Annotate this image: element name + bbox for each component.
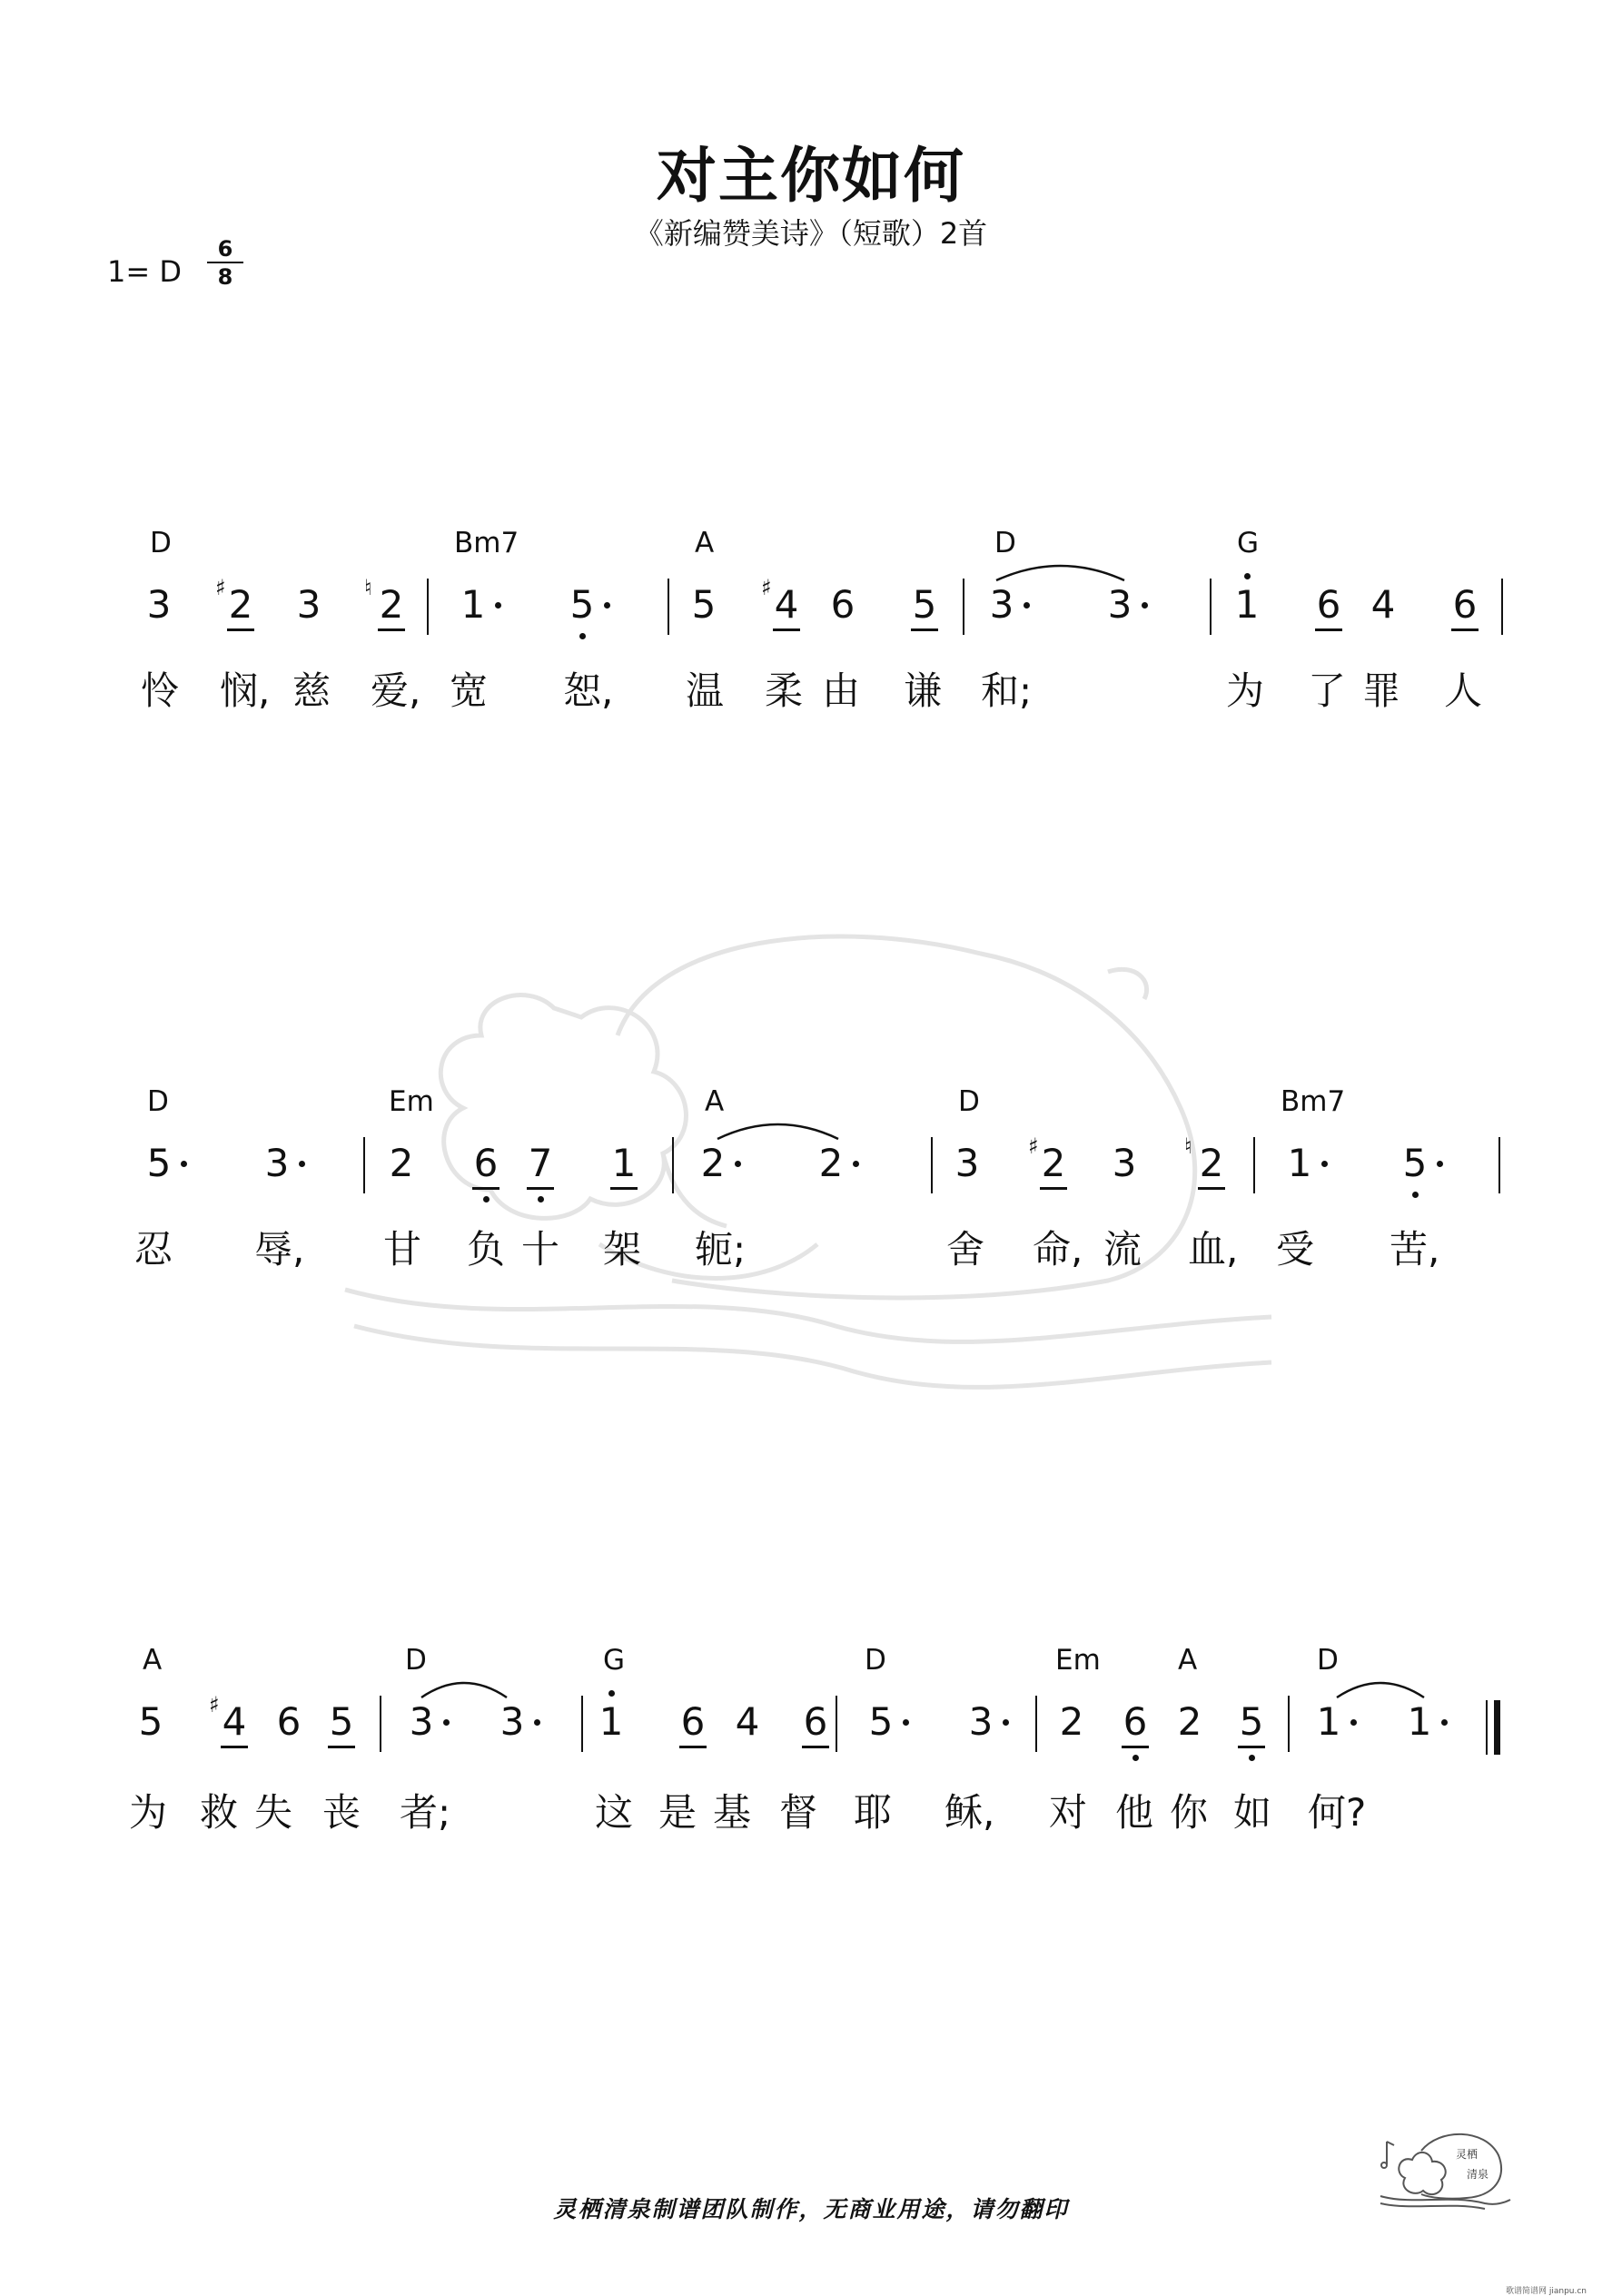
lyric-syllable: 宽	[450, 668, 489, 713]
lyric-syllable: 十	[521, 1227, 560, 1272]
augmentation-dot	[1350, 1719, 1357, 1726]
natural-accidental: ♮	[1184, 1133, 1192, 1159]
eighth-underline	[1198, 1187, 1225, 1190]
eighth-underline	[610, 1187, 638, 1190]
jianpu-note: 1	[1316, 1699, 1341, 1744]
low-octave-dot	[1132, 1755, 1139, 1761]
jianpu-note: 4	[1370, 582, 1396, 627]
lyric-syllable: 这	[595, 1790, 634, 1835]
lyric-syllable: 为	[1226, 668, 1265, 713]
eighth-underline	[378, 628, 405, 631]
augmentation-dot	[299, 1161, 305, 1167]
jianpu-note: 5	[146, 1141, 172, 1185]
tie-slur	[1335, 1674, 1426, 1701]
eighth-underline	[227, 628, 254, 631]
lyric-syllable: 命,	[1033, 1227, 1083, 1272]
lyric-syllable: 稣,	[945, 1790, 995, 1835]
sharp-accidental: ♯	[761, 575, 772, 600]
augmentation-dot	[534, 1719, 540, 1726]
jianpu-note: 2	[1177, 1699, 1202, 1744]
lyric-syllable: 你	[1170, 1790, 1209, 1835]
augmentation-dot	[1142, 602, 1148, 609]
barline	[1253, 1137, 1255, 1193]
augmentation-dot	[903, 1719, 909, 1726]
eighth-underline	[773, 628, 800, 631]
lyric-syllable: 督	[779, 1790, 818, 1835]
lyric-syllable: 了	[1308, 668, 1347, 713]
chord-symbol: A	[695, 527, 715, 559]
jianpu-note: 3	[1107, 582, 1132, 627]
jianpu-note: 5	[138, 1699, 163, 1744]
barline	[1501, 579, 1503, 635]
augmentation-dot	[495, 602, 501, 609]
jianpu-note: 6	[276, 1699, 302, 1744]
lyric-syllable: 为	[129, 1790, 168, 1835]
augmentation-dot	[1321, 1161, 1328, 1167]
jianpu-note: 3	[1112, 1141, 1137, 1185]
stamp-line-2: 清泉	[1467, 2168, 1489, 2181]
chord-symbol: D	[865, 1644, 886, 1677]
eighth-underline	[1040, 1187, 1067, 1190]
jianpu-note: 3	[968, 1699, 994, 1744]
stamp-line-1: 灵栖	[1456, 2148, 1479, 2161]
chord-symbol: D	[958, 1085, 980, 1118]
time-denominator: 8	[217, 264, 233, 290]
lyric-syllable: 血,	[1188, 1227, 1239, 1272]
chord-symbol: A	[1178, 1644, 1198, 1677]
barline	[581, 1696, 583, 1752]
lyric-syllable: 如	[1233, 1790, 1272, 1835]
jianpu-note: 2	[818, 1141, 844, 1185]
jianpu-note: 6	[830, 582, 856, 627]
eighth-underline	[221, 1746, 248, 1748]
chord-symbol: D	[405, 1644, 427, 1677]
jianpu-note: 1	[460, 582, 486, 627]
chord-symbol: Em	[389, 1085, 434, 1118]
jianpu-note: 2	[389, 1141, 414, 1185]
jianpu-note: 1	[1407, 1699, 1432, 1744]
lyric-syllable: 者;	[400, 1790, 451, 1835]
tie-slur	[994, 557, 1126, 584]
jianpu-note: 3	[989, 582, 1014, 627]
lyric-syllable: 谦	[904, 668, 943, 713]
lyric-syllable: 负	[467, 1227, 506, 1272]
jianpu-note: 5	[329, 1699, 354, 1744]
lyric-syllable: 爱,	[371, 668, 421, 713]
lyric-syllable: 怜	[141, 668, 180, 713]
chord-symbol: A	[705, 1085, 725, 1118]
lyric-syllable: 温	[686, 668, 725, 713]
sharp-accidental: ♯	[1028, 1133, 1039, 1159]
jianpu-note: 5	[691, 582, 717, 627]
jianpu-note: 1	[611, 1141, 637, 1185]
jianpu-note: 3	[409, 1699, 434, 1744]
jianpu-note: 3	[296, 582, 321, 627]
jianpu-note: 2	[228, 582, 253, 627]
low-octave-dot	[538, 1196, 544, 1202]
lyric-syllable: 耶	[854, 1790, 893, 1835]
chord-symbol: Bm7	[1281, 1085, 1346, 1118]
jianpu-note: 4	[222, 1699, 247, 1744]
jianpu-note: 1	[1234, 582, 1260, 627]
barline	[672, 1137, 674, 1193]
barline	[427, 579, 429, 635]
jianpu-note: 6	[803, 1699, 828, 1744]
barline	[931, 1137, 933, 1193]
sharp-accidental: ♯	[215, 575, 226, 600]
final-barline-thick	[1494, 1700, 1500, 1755]
lyric-syllable: 失	[254, 1790, 293, 1835]
high-octave-dot	[1244, 573, 1251, 579]
key-signature: 1= D	[107, 254, 182, 289]
augmentation-dot	[1437, 1161, 1443, 1167]
lyric-syllable: 辱,	[254, 1227, 305, 1272]
jianpu-note: 2	[1041, 1141, 1066, 1185]
augmentation-dot	[181, 1161, 187, 1167]
jianpu-note: 5	[1239, 1699, 1264, 1744]
barline	[1288, 1696, 1290, 1752]
lyric-syllable: 基	[713, 1790, 752, 1835]
lyric-syllable: 轭;	[695, 1227, 747, 1272]
eighth-underline	[1451, 628, 1479, 631]
jianpu-note: 4	[735, 1699, 760, 1744]
lyric-syllable: 丧	[322, 1790, 361, 1835]
chord-symbol: Bm7	[454, 527, 519, 559]
jianpu-note: 5	[569, 582, 595, 627]
jianpu-note: 6	[473, 1141, 499, 1185]
song-source: 《新编赞美诗》（短歌）2首	[634, 216, 988, 251]
barline	[363, 1137, 365, 1193]
lyric-syllable: 甘	[383, 1227, 422, 1272]
jianpu-note: 2	[1059, 1699, 1084, 1744]
lyric-syllable: 罪	[1362, 668, 1401, 713]
augmentation-dot	[1024, 602, 1030, 609]
jianpu-note: 3	[146, 582, 172, 627]
lyric-syllable: 流	[1103, 1227, 1142, 1272]
footer-credit: 灵栖清泉制谱团队制作，无商业用途，请勿翻印	[553, 2196, 1069, 2222]
augmentation-dot	[1441, 1719, 1448, 1726]
lyric-syllable: 苦,	[1390, 1227, 1440, 1272]
jianpu-note: 3	[264, 1141, 290, 1185]
corner-watermark: 歌谱简谱网 jianpu.cn	[1506, 2287, 1587, 2296]
lyric-syllable: 由	[822, 668, 861, 713]
lyric-syllable: 悯,	[220, 668, 271, 713]
augmentation-dot	[604, 602, 610, 609]
eighth-underline	[1122, 1746, 1149, 1748]
chord-symbol: A	[143, 1644, 163, 1677]
jianpu-note: 5	[1402, 1141, 1428, 1185]
lyric-syllable: 何?	[1308, 1790, 1367, 1835]
lyric-syllable: 救	[200, 1790, 239, 1835]
augmentation-dot	[853, 1161, 859, 1167]
lyric-syllable: 受	[1276, 1227, 1315, 1272]
natural-accidental: ♮	[364, 575, 372, 600]
chord-symbol: D	[1317, 1644, 1339, 1677]
low-octave-dot	[1412, 1192, 1419, 1198]
lyric-syllable: 对	[1049, 1790, 1088, 1835]
barline	[1210, 579, 1212, 635]
lyric-syllable: 慈	[292, 668, 331, 713]
chord-symbol: G	[603, 1644, 626, 1677]
lyric-syllable: 舍	[946, 1227, 985, 1272]
eighth-underline	[472, 1187, 499, 1190]
lyric-syllable: 柔	[765, 668, 804, 713]
chord-symbol: D	[147, 1085, 169, 1118]
barline	[668, 579, 669, 635]
chord-symbol: D	[994, 527, 1016, 559]
jianpu-note: 6	[1452, 582, 1478, 627]
jianpu-note: 2	[379, 582, 404, 627]
barline	[380, 1696, 381, 1752]
song-title: 对主你如何	[657, 141, 965, 211]
lyric-syllable: 忍	[134, 1227, 173, 1272]
chord-symbol: Em	[1055, 1644, 1101, 1677]
jianpu-note: 2	[1199, 1141, 1224, 1185]
eighth-underline	[911, 628, 938, 631]
jianpu-note: 5	[912, 582, 937, 627]
barline	[836, 1696, 837, 1752]
augmentation-dot	[443, 1719, 450, 1726]
eighth-underline	[1315, 628, 1342, 631]
time-signature	[207, 238, 243, 288]
eighth-underline	[802, 1746, 829, 1748]
augmentation-dot	[735, 1161, 741, 1167]
barline	[963, 579, 964, 635]
jianpu-note: 2	[700, 1141, 726, 1185]
jianpu-note: 6	[1316, 582, 1341, 627]
low-octave-dot	[579, 633, 586, 639]
lyric-syllable: 是	[658, 1790, 697, 1835]
stamp-logo	[1376, 2123, 1512, 2210]
lyric-syllable: 人	[1444, 668, 1483, 713]
chord-symbol: G	[1237, 527, 1260, 559]
low-octave-dot	[1249, 1755, 1255, 1761]
jianpu-note: 6	[680, 1699, 706, 1744]
jianpu-note: 4	[774, 582, 799, 627]
jianpu-note: 1	[1287, 1141, 1312, 1185]
augmentation-dot	[1003, 1719, 1009, 1726]
eighth-underline	[527, 1187, 554, 1190]
low-octave-dot	[483, 1196, 490, 1202]
sharp-accidental: ♯	[209, 1692, 220, 1717]
tie-slur	[420, 1674, 509, 1701]
jianpu-note: 6	[1123, 1699, 1148, 1744]
eighth-underline	[328, 1746, 355, 1748]
lyric-syllable: 架	[603, 1227, 642, 1272]
high-octave-dot	[608, 1690, 615, 1697]
jianpu-note: 1	[598, 1699, 624, 1744]
barline	[1498, 1137, 1500, 1193]
eighth-underline	[1238, 1746, 1265, 1748]
lyric-syllable: 恕,	[563, 668, 614, 713]
barline	[1035, 1696, 1037, 1752]
time-numerator: 6	[207, 238, 243, 263]
jianpu-note: 5	[868, 1699, 894, 1744]
eighth-underline	[679, 1746, 707, 1748]
final-barline-thin	[1486, 1700, 1488, 1755]
jianpu-note: 7	[528, 1141, 553, 1185]
jianpu-note: 3	[499, 1699, 525, 1744]
lyric-syllable: 和;	[981, 668, 1033, 713]
lyric-syllable: 他	[1115, 1790, 1154, 1835]
tie-slur	[716, 1115, 840, 1143]
chord-symbol: D	[150, 527, 172, 559]
jianpu-note: 3	[954, 1141, 980, 1185]
